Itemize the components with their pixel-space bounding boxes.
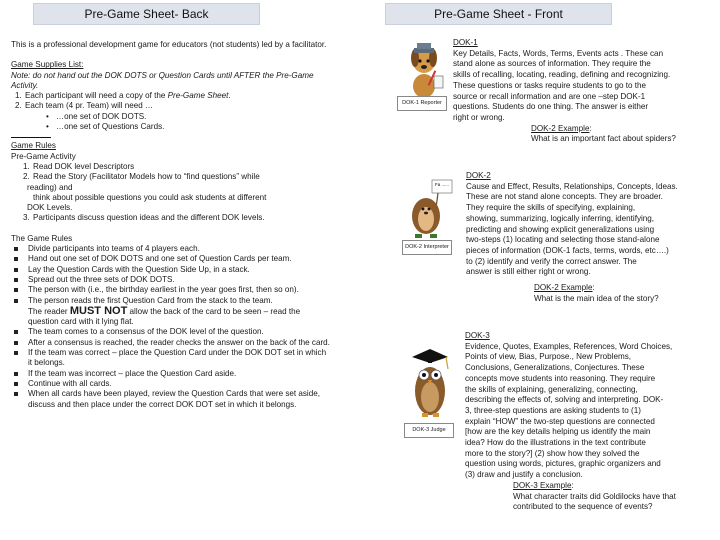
dok1-line: skills of recalling, locating, reading, defining and recognizing. xyxy=(453,70,671,80)
dok3-section xyxy=(465,331,718,513)
dok1-line: source or recall information and are one –step DOK-1 xyxy=(453,91,646,101)
supplies-sublist xyxy=(11,112,331,133)
page-title-back: Pre-Game Sheet- Back xyxy=(33,3,260,25)
list-item: Spread out the three sets of DOK DOTS. xyxy=(11,275,331,285)
dok2-line: two-steps (1) locating and selecting those stand-alone xyxy=(466,235,660,245)
dok1-line: questions. Students do one thing. The answer is either xyxy=(453,102,649,112)
dok3-line: idea? How do the illustrations in the text contribute xyxy=(465,438,646,448)
dok3-example-heading: DOK-3 Example: xyxy=(513,480,574,490)
list-item: Divide participants into teams of 4 players each. xyxy=(11,244,331,254)
dok1-heading: DOK-1 xyxy=(453,38,478,47)
dok3-example-line: contributed to the sequence of events? xyxy=(513,502,653,512)
list-item: Continue with all cards. xyxy=(11,379,331,389)
dok1-line: These questions or tasks require students to go to the xyxy=(453,80,647,90)
dok3-line: Points of view, Bias, Purpose., New Problems, xyxy=(465,352,631,362)
dok1-section xyxy=(453,38,718,145)
reporter-dog-icon xyxy=(398,40,450,100)
list-item: 2. Each team (4 pr. Team) will need … xyxy=(15,101,154,111)
dok3-line: Evidence, Quotes, Examples, References, Word Choices, xyxy=(465,341,673,351)
dok3-badge: DOK-3 Judge xyxy=(404,423,454,438)
dok2-section xyxy=(466,171,718,304)
list-item: When all cards have been played, review the Question Cards that were set aside, discuss and then place under the correct DOK DOT set in which it belongs. xyxy=(11,389,331,410)
dok3-line: 3, three-step questions are asking students to (1) xyxy=(465,405,641,415)
dok2-line: They require the skills of specifying, explaining, xyxy=(466,203,636,213)
list-item: The person with (i.e., the birthday earliest in the year goes first, then so on). xyxy=(11,285,331,295)
supplies-heading: Game Supplies List: xyxy=(11,60,84,70)
dok3-example-line: What character traits did Goldilocks have that xyxy=(513,491,676,501)
dok1-example: What is an important fact about spiders? xyxy=(531,134,676,144)
dok3-line: more to the story?] (2) show how they solved the xyxy=(465,448,640,458)
dok3-line: question using words, pictures, graphic organizers and xyxy=(465,459,661,469)
supplies-note: Note: do not hand out the DOK DOTS or Question Cards until AFTER the Pre-Game Activity. xyxy=(11,70,314,90)
dok2-line: predicting and showing explicit generalizations using xyxy=(466,224,655,234)
dok1-example-heading: DOK-2 Example: xyxy=(531,123,592,133)
list-item: If the team was incorrect – place the Question Card aside. xyxy=(11,369,331,379)
rules-heading: Game Rules xyxy=(11,141,56,151)
game-rules-list xyxy=(11,244,331,410)
dok2-badge: DOK-2 Interpreter xyxy=(402,240,452,255)
divider xyxy=(11,137,51,138)
dok1-badge: DOK-1 Reporter xyxy=(397,96,447,111)
game-rules-heading: The Game Rules xyxy=(11,233,73,243)
svg-text:Fa ......: Fa ...... xyxy=(434,182,450,187)
dok2-example-heading: DOK-2 Example: xyxy=(534,283,595,293)
dok1-line: Key Details, Facts, Words, Terms, Events acts . These can xyxy=(453,48,664,58)
dok3-line: describing the effects of, solving and interpreting. DOK- xyxy=(465,395,664,405)
dok2-line: Cause and Effect, Results, Relationships, Concepts, Ideas. xyxy=(466,181,678,191)
dok3-line: the skills of explaining, generalizing, connecting, xyxy=(465,384,638,394)
list-item: 3. Participants discuss question ideas and the different DOK levels. xyxy=(23,213,265,223)
intro-text: This is a professional development game for educators (not students) led by a facilitator. xyxy=(11,40,327,49)
list-item: • …one set of Questions Cards. xyxy=(46,122,331,132)
hedgehog-interpreter-icon xyxy=(402,178,454,240)
list-item: • …one set of DOK DOTS. xyxy=(46,112,331,122)
list-item: Lay the Question Cards with the Question Side Up, in a stack. xyxy=(11,265,331,275)
dok3-line: [how are the key details helping us identify the main xyxy=(465,427,651,437)
dok3-line: explain “HOW” the two-step questions are connected xyxy=(465,416,655,426)
pregame-heading: Pre-Game Activity xyxy=(11,151,76,161)
dok2-line: pieces of information (DOK-1 facts, terms, words, etc….) xyxy=(466,245,669,255)
dok3-line: (3) draw and justify a conclusion. xyxy=(465,470,583,480)
list-item: Hand out one set of DOK DOTS and one set of Question Cards per team. xyxy=(11,254,331,264)
dok2-example: What is the main idea of the story? xyxy=(534,293,659,303)
list-item: The team comes to a consensus of the DOK level of the question. xyxy=(11,327,331,337)
owl-judge-icon xyxy=(404,347,456,419)
dok2-line: answer is still either right or wrong. xyxy=(466,267,591,277)
list-item: After a consensus is reached, the reader checks the answer on the back of the card. xyxy=(11,338,331,348)
list-item: The person reads the first Question Card from the stack to the team. The reader MUST NOT allow the back of the card to be seen – read the question card with it lying flat. xyxy=(11,296,331,328)
dok3-line: Conclusions, Generalizations, Conjectures. These xyxy=(465,363,645,373)
dok3-heading: DOK-3 xyxy=(465,331,490,340)
dok2-heading: DOK-2 xyxy=(466,171,491,180)
dok1-line: right or wrong. xyxy=(453,112,505,122)
back-sheet-content xyxy=(11,40,331,410)
page-title-front: Pre-Game Sheet - Front xyxy=(385,3,612,25)
dok3-line: concepts move students into reasoning. They require xyxy=(465,373,656,383)
list-item: 1. Read DOK level Descriptors xyxy=(23,161,135,171)
pregame-list xyxy=(11,162,331,224)
dok2-line: showing, summarizing, logically inferring, identifying, xyxy=(466,213,655,223)
list-item: 1. Each participant will need a copy of the Pre-Game Sheet. xyxy=(15,91,231,101)
list-item: 2. Read the Story (Facilitator Models how to “find questions” while reading) and think about possible questions you could ask students at different DOK Levels. xyxy=(23,172,267,213)
dok2-line: to (2) identify and verify the correct answer. The xyxy=(466,256,637,266)
dok1-line: stand alone as sources of information. They require the xyxy=(453,59,651,69)
dok2-line: These are not stand alone concepts. They are broader. xyxy=(466,192,663,202)
list-item: If the team was correct – place the Question Card under the DOK DOT set in which it belongs. xyxy=(11,348,331,369)
supplies-list xyxy=(11,91,331,112)
